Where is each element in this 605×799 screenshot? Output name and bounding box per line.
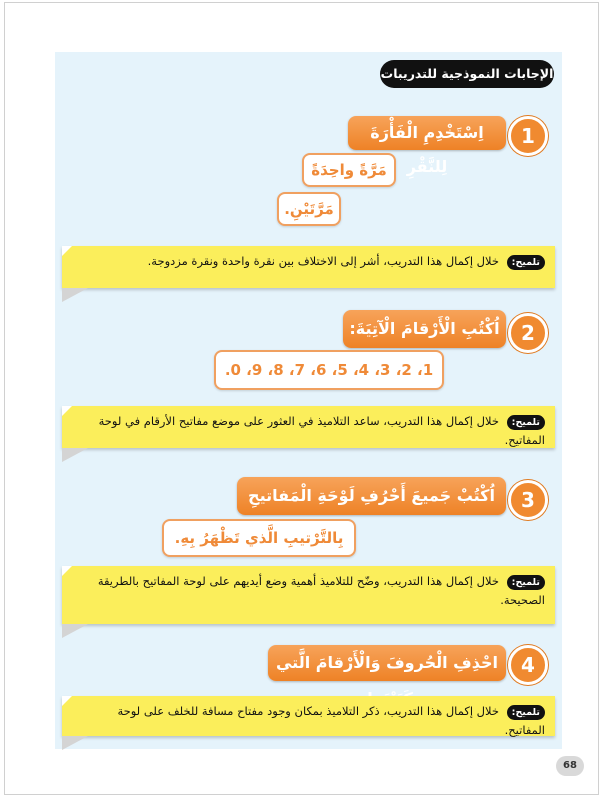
tip-fold <box>62 624 88 638</box>
tip-corner <box>62 246 72 256</box>
exercise-answer-1a: مَرَّةً واحِدَةً <box>302 153 396 187</box>
exercise-number-4: 4 <box>508 645 548 685</box>
exercise-instruction-4: احْذِفِ الْحُروفَ وَالْأَرْقامَ الَّتي <box>268 645 506 681</box>
tip-corner <box>62 696 72 706</box>
exercise-instruction-1: اِسْتَخْدِمِ الْفَأْرَةَ لِلنَّقْرِ <box>348 116 506 150</box>
tip-fold <box>62 288 88 302</box>
page-title: الإجابات النموذجية للتدريبات <box>380 60 554 88</box>
tip-corner <box>62 406 72 416</box>
exercise-number-1: 1 <box>508 116 548 156</box>
tip-note-1 <box>62 246 555 288</box>
exercise-answer-2: 1، 2، 3، 4، 5، 6، 7، 8، 9، 0. <box>214 350 444 390</box>
tip-corner <box>62 566 72 576</box>
exercise-instruction-2: اُكْتُبِ الْأَرْقامَ الْآتِيَةَ: <box>343 310 506 348</box>
exercise-number-3: 3 <box>508 480 548 520</box>
tip-label: تلميح: <box>507 255 545 270</box>
tip-text-3: خلال إكمال هذا التدريب، وضّح للتلاميذ أهمية وضع أيديهم على لوحة المفاتيح بالطريقة الصحيحة. <box>97 574 545 607</box>
tip-fold <box>62 448 88 462</box>
tip-text-4: خلال إكمال هذا التدريب، ذكر التلاميذ بمكان وجود مفتاح مسافة للخلف على لوحة المفاتيح. <box>117 704 545 737</box>
tip-label: تلميح: <box>507 575 545 590</box>
tip-fold <box>62 736 88 750</box>
tip-note-3 <box>62 566 555 624</box>
tip-text-2: خلال إكمال هذا التدريب، ساعد التلاميذ في العثور على موضع مفاتيح الأرقام في لوحة المفاتيح. <box>98 414 545 447</box>
exercise-instruction-3: اُكْتُبْ جَميعَ أَحْرُفِ لَوْحَةِ الْمَفاتيحِ <box>237 477 506 515</box>
exercise-answer-1b: مَرَّتَيْنِ. <box>277 192 341 226</box>
tip-label: تلميح: <box>507 705 545 720</box>
tip-label: تلميح: <box>507 415 545 430</box>
exercise-number-2: 2 <box>508 313 548 353</box>
tip-note-4 <box>62 696 555 736</box>
tip-note-2 <box>62 406 555 448</box>
tip-text-1: خلال إكمال هذا التدريب، أشر إلى الاختلاف بين نقرة واحدة ونقرة مزدوجة. <box>147 254 499 268</box>
page-number: 68 <box>556 756 584 776</box>
exercise-answer-3: بِالتَّرْتيبِ الَّذي تَظْهَرُ بِهِ. <box>162 519 356 557</box>
